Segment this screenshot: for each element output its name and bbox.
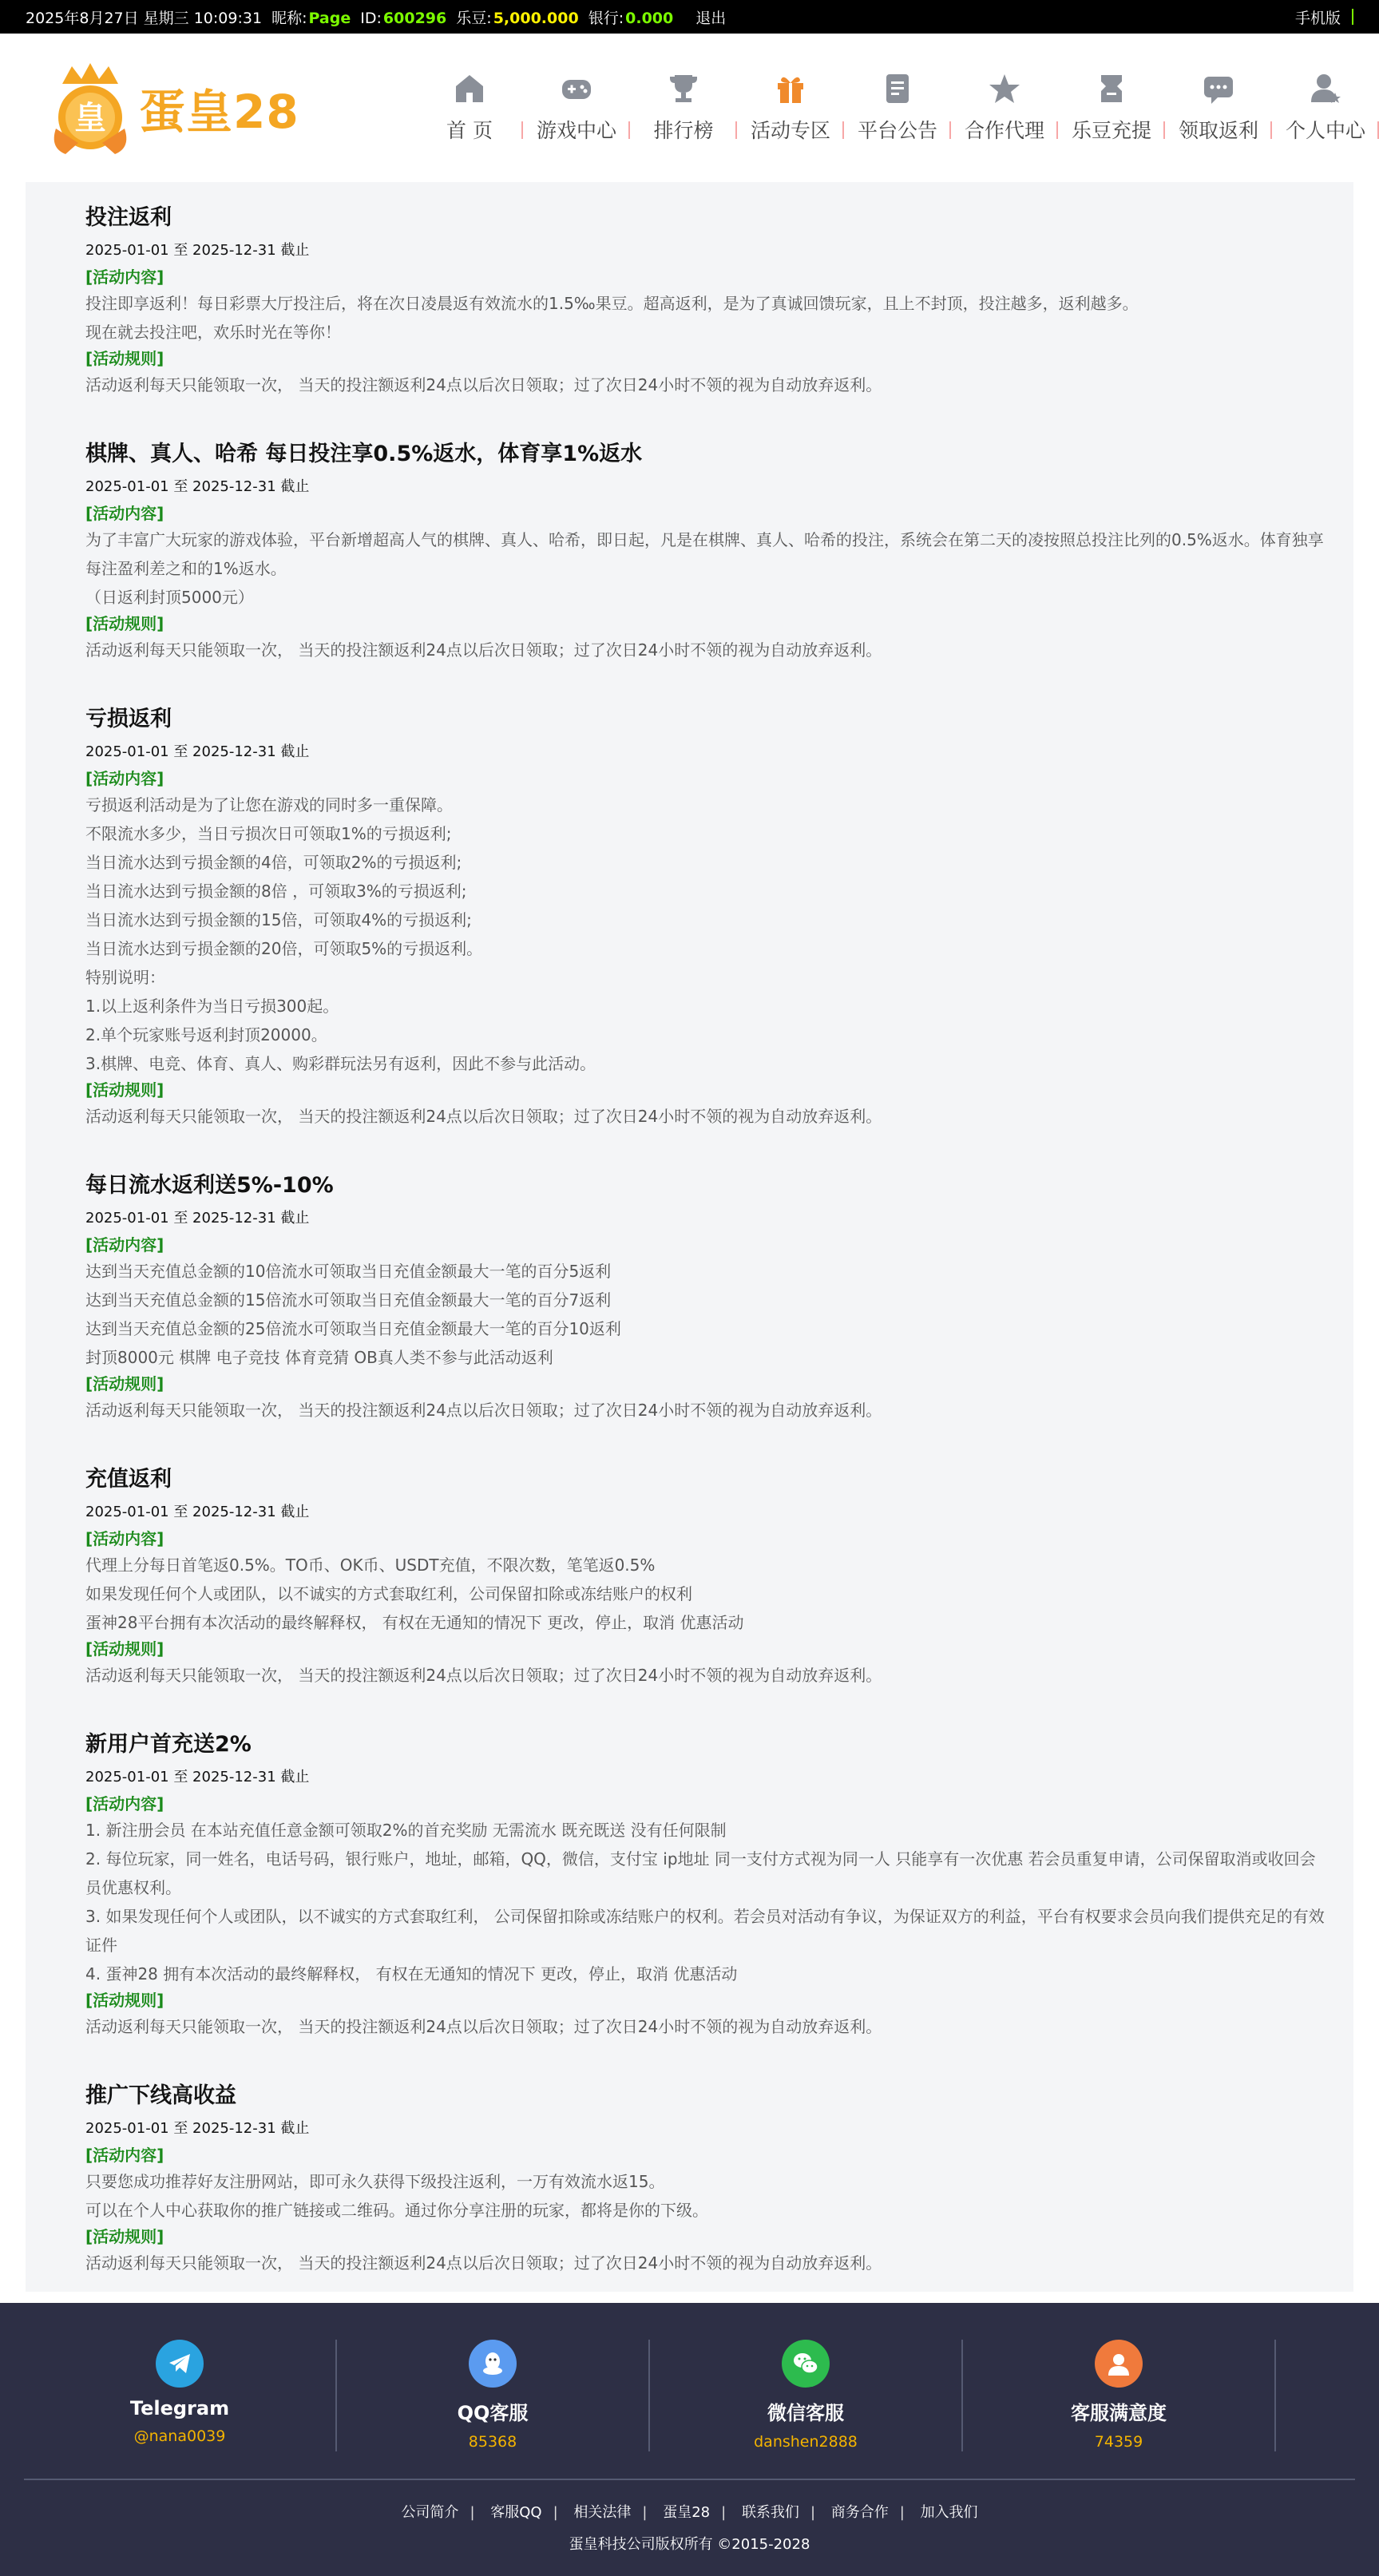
promo-date: 2025-01-01 至 2025-12-31 截止: [85, 1210, 310, 1227]
site-header: [0, 34, 1379, 182]
contact-name: 微信客服: [767, 2402, 844, 2424]
site-footer: [0, 2303, 1379, 2576]
promo-rules: 活动返利每天只能领取一次， 当天的投注额返利24点以后次日领取；过了次日24小时不领的视为自动放弃返利。: [85, 2017, 882, 2036]
mobile-separator: [1352, 9, 1353, 25]
nickname: Page: [308, 9, 351, 27]
nav-label: 首 页: [446, 119, 493, 142]
footer-link-contact[interactable]: 联系我们: [741, 2504, 799, 2521]
promo-content-line: 不限流水多少，当日亏损次日可领取1%的亏损返利;: [85, 824, 452, 843]
nav-leaderboard[interactable]: [630, 72, 737, 144]
nav-label: 活动专区: [750, 119, 830, 142]
promo-rules: 活动返利每天只能领取一次， 当天的投注额返利24点以后次日领取；过了次日24小时不领的视为自动放弃返利。: [85, 1666, 882, 1685]
promo-content-line: 3. 如果发现任何个人或团队，以不诚实的方式套取红利， 公司保留扣除或冻结账户的权利。若会员对活动有争议，为保证双方的利益，平台有权要求会员向我们提供充足的有效证件: [85, 1907, 1325, 1955]
promo-content-heading: [活动内容]: [85, 268, 164, 287]
promo-rules-heading: [活动规则]: [85, 1991, 164, 2010]
promo-item: [85, 2083, 1353, 2277]
footer-link-about[interactable]: 公司简介: [401, 2504, 459, 2521]
contact-name: Telegram: [129, 2397, 230, 2419]
promo-item: [85, 204, 1353, 399]
ledou-balance: 5,000.000: [493, 9, 579, 27]
promo-date: 2025-01-01 至 2025-12-31 截止: [85, 478, 310, 495]
site-logo[interactable]: [46, 60, 349, 156]
contact-name: 客服满意度: [1071, 2402, 1167, 2424]
promo-item: [85, 1172, 1353, 1425]
mobile-version-link[interactable]: 手机版: [1294, 9, 1341, 27]
promo-content-line: 当日流水达到亏损金额的8倍 ，可领取3%的亏损返利;: [85, 882, 467, 901]
promo-rules-heading: [活动规则]: [85, 1639, 164, 1659]
footer-contacts: [0, 2340, 1379, 2451]
contact-wechat[interactable]: [650, 2340, 963, 2451]
wallet-icon: [1095, 72, 1128, 105]
footer-link-brand[interactable]: 蛋皇28: [663, 2504, 711, 2521]
contact-value: 85368: [468, 2433, 517, 2451]
ledou-label: 乐豆:: [456, 9, 492, 27]
promo-item: [85, 706, 1353, 1131]
promo-content-line: 封顶8000元 棋牌 电子竞技 体育竞猜 OB真人类不参与此活动返利: [85, 1348, 553, 1367]
id-label: ID:: [360, 9, 382, 27]
promo-rules-heading: [活动规则]: [85, 349, 164, 368]
contact-value: danshen2888: [754, 2433, 858, 2451]
promo-rules-heading: [活动规则]: [85, 1080, 164, 1100]
promo-date: 2025-01-01 至 2025-12-31 截止: [85, 2120, 310, 2137]
contact-value: @nana0039: [133, 2427, 226, 2445]
top-status-bar: [0, 0, 1379, 34]
promo-content-line: 当日流水达到亏损金额的15倍，可领取4%的亏损返利;: [85, 910, 472, 929]
footer-copyright: 蛋皇科技公司版权所有 ©2015-2028: [569, 2536, 810, 2553]
gift-icon: [774, 72, 807, 105]
footer-link-business[interactable]: 商务合作: [830, 2504, 889, 2521]
nav-promotions[interactable]: [737, 72, 844, 144]
nav-claim-rebate[interactable]: [1165, 72, 1272, 144]
promo-content-line: 当日流水达到亏损金额的4倍，可领取2%的亏损返利;: [85, 853, 462, 872]
promo-title: 棋牌、真人、哈希 每日投注享0.5%返水，体育享1%返水: [85, 442, 643, 466]
promo-content-line: 达到当天充值总金额的25倍流水可领取当日充值金额最大一笔的百分10返利: [85, 1319, 621, 1338]
promo-content-line: 特别说明：: [85, 968, 165, 987]
promo-content-line: 只要您成功推荐好友注册网站，即可永久获得下级投注返利，一万有效流水返15。: [85, 2172, 665, 2191]
logout-link[interactable]: 退出: [695, 9, 727, 27]
nickname-label: 昵称:: [271, 9, 307, 27]
promo-title: 新用户首充送2%: [85, 1732, 252, 1757]
trophy-icon: [667, 72, 700, 105]
contact-name: QQ客服: [457, 2402, 529, 2424]
user-circle-icon: [1095, 2340, 1143, 2388]
nav-home[interactable]: [416, 72, 523, 144]
promo-content-line: 达到当天充值总金额的15倍流水可领取当日充值金额最大一笔的百分7返利: [85, 1290, 612, 1310]
promo-content-line: 投注即享返利！每日彩票大厅投注后，将在次日凌晨返有效流水的1.5‰果豆。超高返利，是为了真诚回馈玩家，且上不封顶，投注越多，返利越多。: [85, 294, 1139, 313]
contact-satisfaction[interactable]: [963, 2340, 1276, 2451]
nav-user-center[interactable]: [1272, 72, 1379, 144]
footer-divider: [24, 2479, 1355, 2480]
footer-link-join[interactable]: 加入我们: [920, 2504, 978, 2521]
nav-label: 个人中心: [1285, 119, 1365, 142]
promo-content-heading: [活动内容]: [85, 1794, 164, 1813]
promo-rules-heading: [活动规则]: [85, 1374, 164, 1393]
promo-rules: 活动返利每天只能领取一次， 当天的投注额返利24点以后次日领取；过了次日24小时不领的视为自动放弃返利。: [85, 2253, 882, 2273]
chat-icon: [1202, 72, 1235, 105]
user-info: [26, 6, 731, 28]
promo-content-line: 蛋神28平台拥有本次活动的最终解释权， 有权在无通知的情况下 更改，停止，取消 优惠活动: [85, 1613, 744, 1632]
nav-deposit-withdraw[interactable]: [1058, 72, 1165, 144]
user-icon: [1309, 72, 1342, 105]
home-icon: [453, 72, 486, 105]
promo-title: 充值返利: [85, 1467, 172, 1492]
contact-qq[interactable]: [337, 2340, 650, 2451]
nav-agency[interactable]: [951, 72, 1058, 144]
promo-rules: 活动返利每天只能领取一次， 当天的投注额返利24点以后次日领取；过了次日24小时不领的视为自动放弃返利。: [85, 640, 882, 660]
promo-content-line: 2. 每位玩家，同一姓名，电话号码，银行账户，地址，邮箱，QQ，微信，支付宝 ip地址 同一支付方式视为同一人 只能享有一次优惠 若会员重复申请，公司保留取消或收回会员优惠权利。: [85, 1849, 1316, 1897]
footer-link-qq[interactable]: 客服QQ: [490, 2504, 542, 2521]
promo-title: 推广下线高收益: [85, 2083, 236, 2108]
promo-content-line: 现在就去投注吧，欢乐时光在等你！: [85, 323, 341, 342]
datetime: 2025年8月27日 星期三 10:09:31: [26, 9, 263, 27]
promo-title: 每日流水返利送5%-10%: [85, 1173, 334, 1198]
nav-label: 乐豆充提: [1071, 119, 1151, 142]
promo-rules-heading: [活动规则]: [85, 2227, 164, 2246]
wechat-icon: [782, 2340, 830, 2388]
promo-rules-heading: [活动规则]: [85, 614, 164, 633]
bank-label: 银行:: [588, 9, 624, 27]
promo-content-line: 当日流水达到亏损金额的20倍，可领取5%的亏损返利。: [85, 939, 483, 958]
gamepad-icon: [560, 72, 593, 105]
qq-icon: [469, 2340, 517, 2388]
telegram-icon: [156, 2340, 204, 2388]
promo-date: 2025-01-01 至 2025-12-31 截止: [85, 242, 310, 259]
nav-label: 排行榜: [653, 119, 714, 142]
promo-rules: 活动返利每天只能领取一次， 当天的投注额返利24点以后次日领取；过了次日24小时不领的视为自动放弃返利。: [85, 1107, 882, 1126]
promo-rules: 活动返利每天只能领取一次， 当天的投注额返利24点以后次日领取；过了次日24小时不领的视为自动放弃返利。: [85, 1401, 882, 1420]
promo-item: [85, 441, 1353, 664]
promo-content-line: 3.棋牌、电竞、体育、真人、购彩群玩法另有返利，因此不参与此活动。: [85, 1054, 596, 1073]
promo-content-line: 4. 蛋神28 拥有本次活动的最终解释权， 有权在无通知的情况下 更改，停止，取消 优惠活动: [85, 1964, 738, 1984]
nav-label: 领取返利: [1178, 119, 1258, 142]
logo-crown-badge-icon: [46, 60, 134, 156]
promo-title: 亏损返利: [85, 707, 172, 731]
promo-content-heading: [活动内容]: [85, 504, 164, 523]
promo-title: 投注返利: [85, 205, 172, 230]
nav-label: 游戏中心: [536, 119, 616, 142]
promo-content-heading: [活动内容]: [85, 769, 164, 788]
promo-content-line: 达到当天充值总金额的10倍流水可领取当日充值金额最大一笔的百分5返利: [85, 1262, 612, 1281]
footer-link-legal[interactable]: 相关法律: [573, 2504, 632, 2521]
nav-label: 平台公告: [857, 119, 937, 142]
main-nav: [416, 72, 1379, 144]
promo-date: 2025-01-01 至 2025-12-31 截止: [85, 1504, 310, 1520]
promo-content-line: 代理上分每日首笔返0.5%。TO币、OK币、USDT充值，不限次数，笔笔返0.5%: [85, 1556, 656, 1575]
promo-item: [85, 1466, 1353, 1690]
promo-date: 2025-01-01 至 2025-12-31 截止: [85, 743, 310, 760]
promo-content-heading: [活动内容]: [85, 1529, 164, 1548]
contact-telegram[interactable]: [24, 2340, 337, 2451]
contact-value: 74359: [1094, 2433, 1143, 2451]
footer-links: 公司简介 | 客服QQ | 相关法律 | 蛋皇28 | 联系我们 | 商务合作 | 加入我们: [401, 2504, 978, 2521]
promo-content-line: 2.单个玩家账号返利封顶20000。: [85, 1025, 327, 1044]
promo-content-line: 可以在个人中心获取你的推广链接或二维码。通过你分享注册的玩家，都将是你的下级。: [85, 2201, 708, 2220]
nav-label: 合作代理: [964, 119, 1044, 142]
document-icon: [881, 72, 914, 105]
promo-content-line: 1. 新注册会员 在本站充值任意金额可领取2%的首充奖励 无需流水 既充既送 没有任何限制: [85, 1821, 727, 1840]
logo-badge-char: 皇: [74, 100, 106, 137]
promo-date: 2025-01-01 至 2025-12-31 截止: [85, 1769, 310, 1785]
bank-balance: 0.000: [625, 9, 674, 27]
promo-content-line: 1.以上返利条件为当日亏损300起。: [85, 997, 339, 1016]
promo-content-line: 如果发现任何个人或团队，以不诚实的方式套取红利，公司保留扣除或冻结账户的权利: [85, 1584, 692, 1603]
promotions-list: [26, 182, 1353, 2292]
promo-content-heading: [活动内容]: [85, 2146, 164, 2165]
user-id: 600296: [382, 9, 447, 27]
logo-text: 蛋皇28: [139, 85, 299, 139]
nav-announcements[interactable]: [844, 72, 951, 144]
promo-content-line: 亏损返利活动是为了让您在游戏的同时多一重保障。: [85, 795, 453, 814]
promo-content-line: 为了丰富广大玩家的游戏体验，平台新增超高人气的棋牌、真人、哈希，即日起，凡是在棋牌、真人、哈希的投注，系统会在第二天的凌按照总投注比列的0.5%返水。体育独享每注盈利差之和的1%返水。: [85, 530, 1324, 578]
star-icon: [988, 72, 1021, 105]
nav-game-center[interactable]: [523, 72, 630, 144]
promo-content-heading: [活动内容]: [85, 1235, 164, 1254]
promo-item: [85, 1731, 1353, 2041]
promo-rules: 活动返利每天只能领取一次， 当天的投注额返利24点以后次日领取；过了次日24小时不领的视为自动放弃返利。: [85, 375, 882, 394]
promo-content-line: （日返利封顶5000元）: [85, 588, 254, 607]
